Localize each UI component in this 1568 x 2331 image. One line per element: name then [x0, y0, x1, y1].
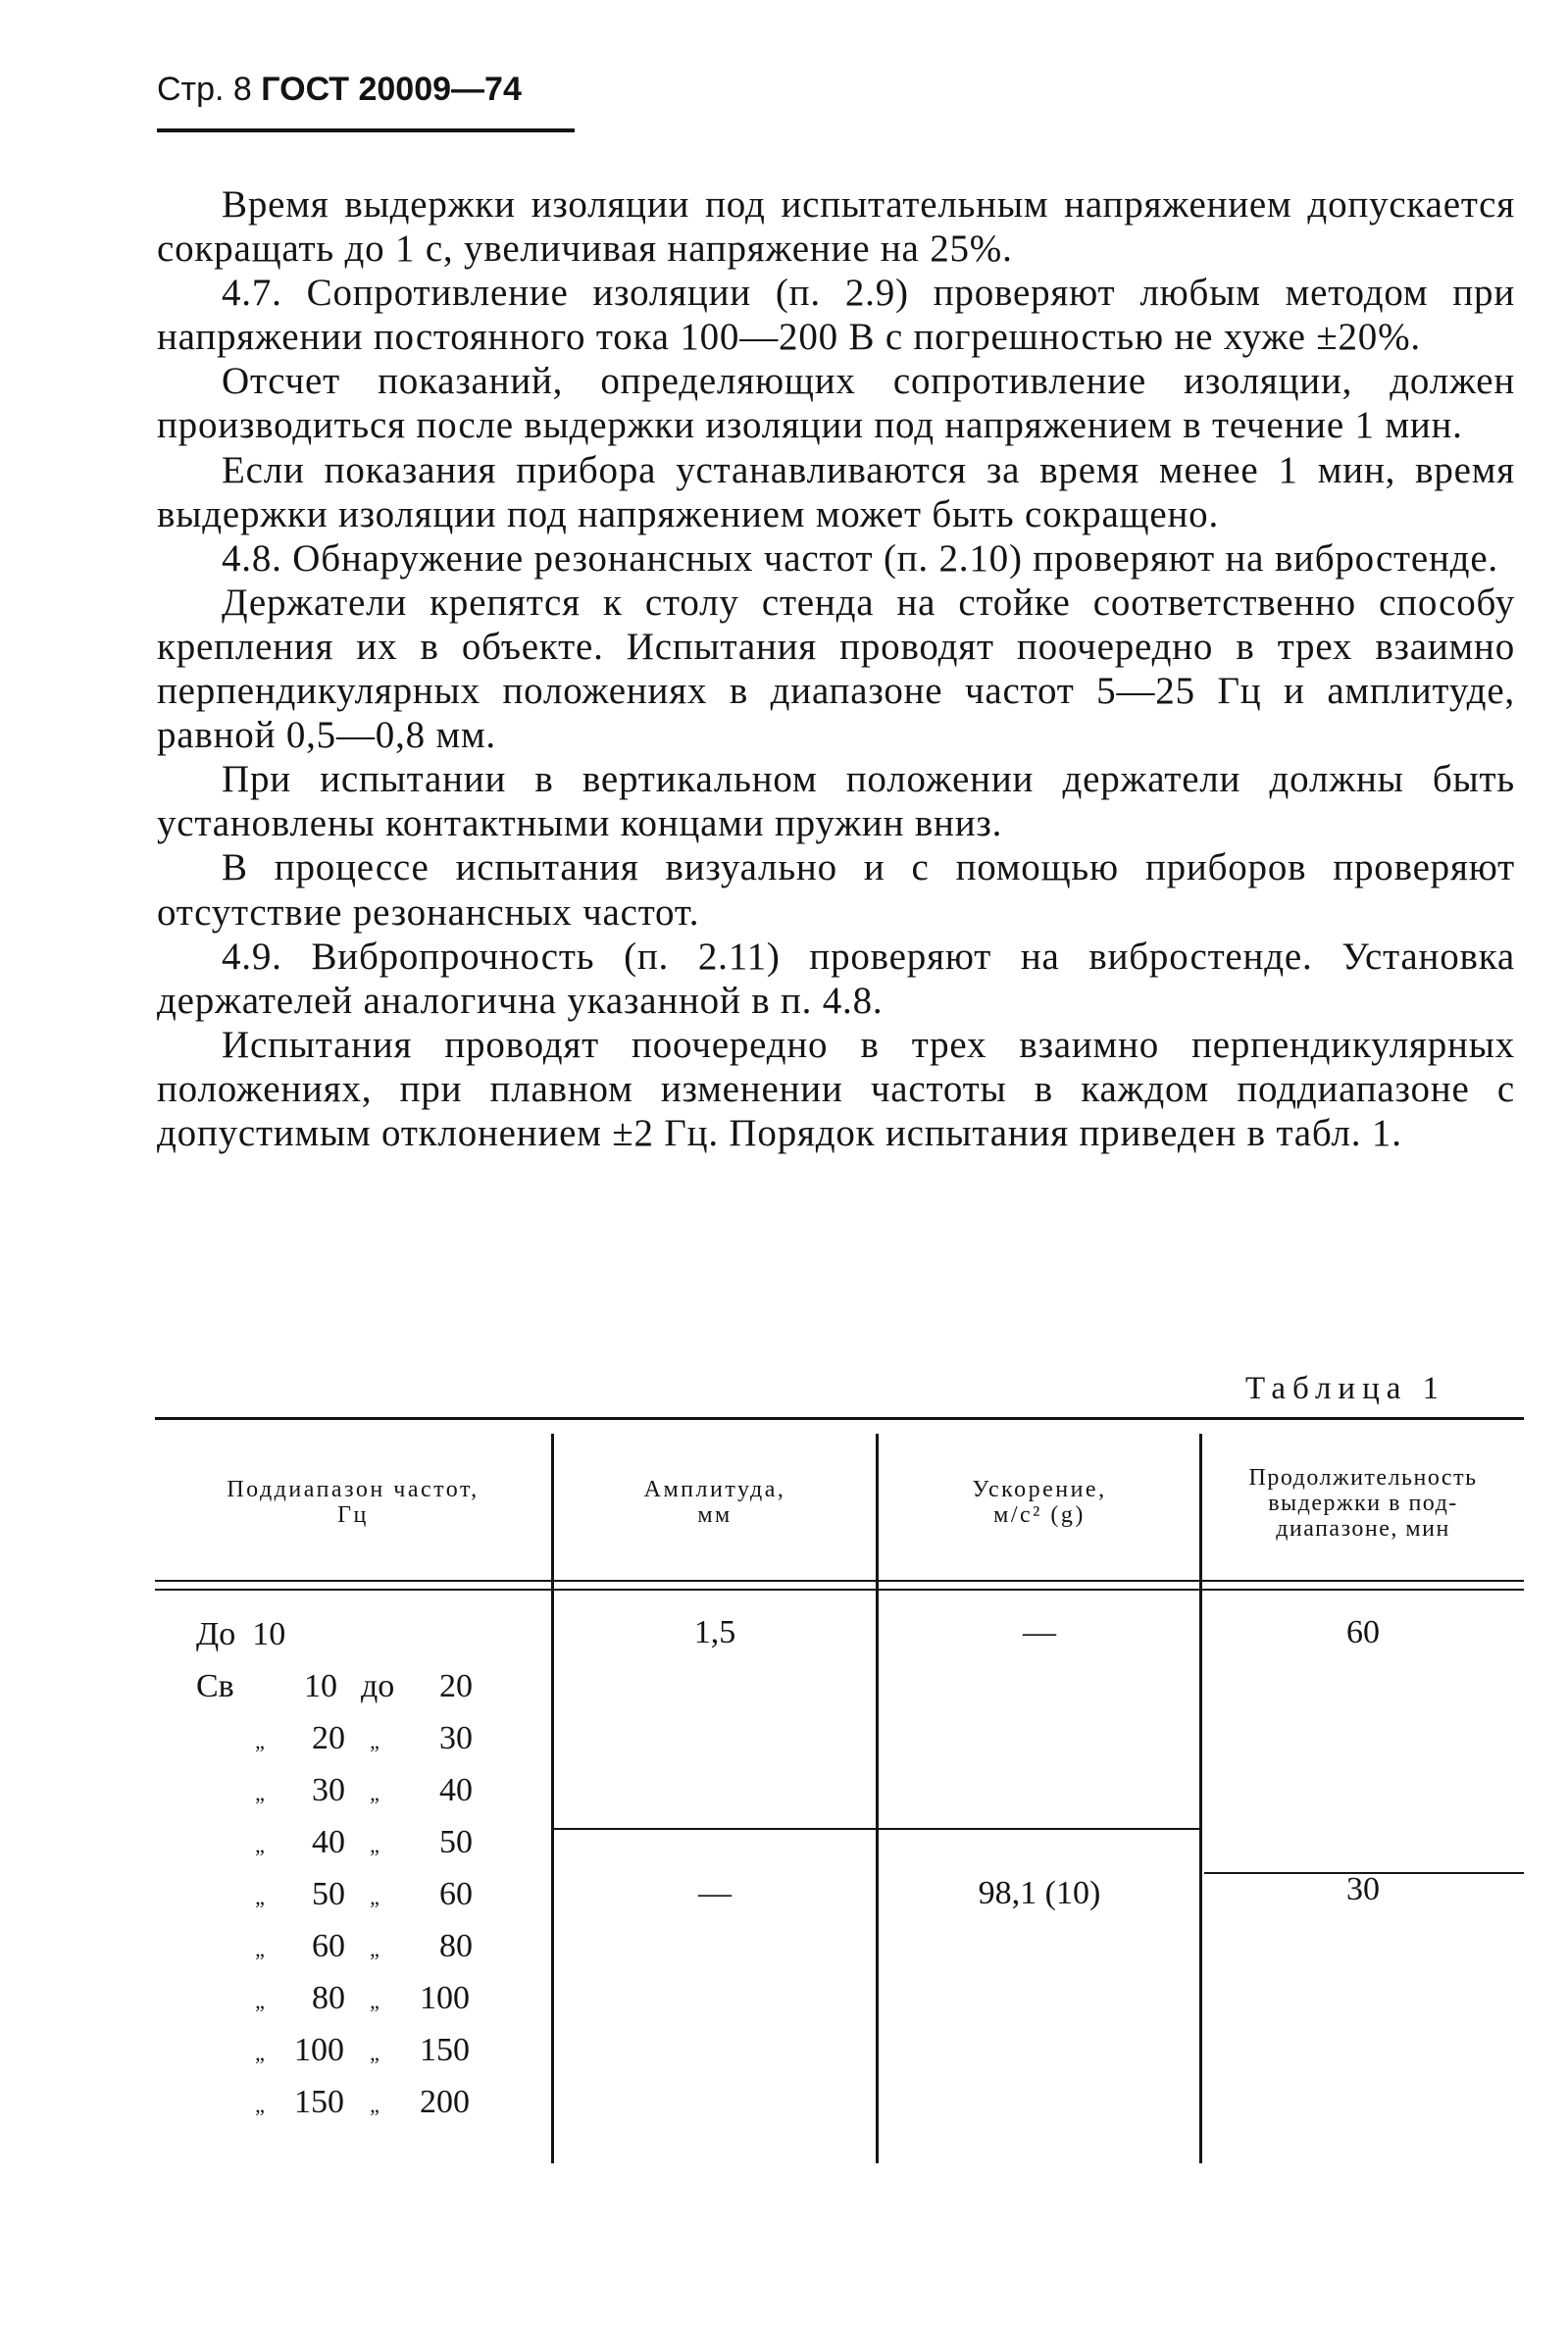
ditto-mark: „ [255, 2041, 265, 2065]
ditto-mark: „ [370, 2041, 379, 2065]
range-from: 80 [312, 1980, 345, 2016]
paragraph: Если показания прибора устанавливаются за время менее 1 мин, время выдержки изоляции под напряжением может быть сокращено. [157, 448, 1515, 535]
range-from: 30 [312, 1772, 345, 1808]
ditto-mark: „ [370, 1989, 379, 2013]
table-row [196, 1618, 285, 1651]
column-header-line: Продолжительность [1248, 1465, 1478, 1491]
column-header [555, 1477, 875, 1528]
ditto-mark: „ [255, 1833, 265, 1857]
table-row [246, 1878, 274, 1911]
range-to: 200 [420, 2084, 470, 2120]
range-sep-cell [361, 1722, 388, 1755]
range-sep-cell [361, 1982, 388, 2015]
range-from: 60 [312, 1928, 345, 1964]
range-sep: до [361, 1668, 395, 1704]
paragraph: Испытания проводят поочередно в трех взаимно перпендикулярных положениях, при плавном изменении частоты в каждом поддиапазоне с допустимым отклонением ±2 Гц. Порядок испытания приведен в табл. 1. [157, 1023, 1515, 1154]
column-header-line: Ускорение, [972, 1477, 1107, 1502]
acceleration-value: — [1023, 1614, 1056, 1650]
table-row [246, 2034, 274, 2067]
column-divider-2 [876, 1434, 879, 2163]
range-from: 40 [312, 1824, 345, 1860]
range-sep-cell [361, 1930, 388, 1963]
range-to: 100 [420, 1980, 470, 2016]
standard-number: ГОСТ 20009—74 [261, 71, 522, 108]
body-text [157, 182, 1515, 1155]
paragraph: При испытании в вертикальном положении держатели должны быть установлены контактными концами пружин вниз. [157, 758, 1515, 845]
ditto-mark: „ [255, 1937, 265, 1961]
ditto-mark: „ [370, 1937, 379, 1961]
header-text [157, 73, 522, 106]
column-divider-3 [1199, 1434, 1202, 2163]
range-sep-cell [361, 1774, 388, 1807]
ditto-mark: „ [255, 1989, 265, 2013]
range-from: 100 [294, 2032, 344, 2068]
range-from: 10 [252, 1616, 286, 1652]
header-rule [157, 128, 575, 132]
ditto-mark: „ [370, 1885, 379, 1909]
header-rule-2 [155, 1589, 1524, 1591]
range-to: 30 [439, 1720, 473, 1756]
ditto-mark: „ [255, 1781, 265, 1805]
page-number: Стр. 8 [157, 71, 252, 108]
column-header [157, 1477, 549, 1528]
range-sep-cell [361, 2086, 388, 2119]
column-header [880, 1477, 1199, 1528]
range-to: 20 [439, 1668, 473, 1704]
table-row [246, 2086, 274, 2119]
column-header-line: диапазоне, мин [1276, 1516, 1450, 1542]
column-header-line: м/с² (g) [993, 1502, 1086, 1528]
ditto-mark: „ [370, 1833, 379, 1857]
column-header-line: мм [697, 1502, 733, 1528]
paragraph: 4.8. Обнаружение резонансных частот (п. 2.10) проверяют на вибростенде. [222, 536, 1498, 580]
paragraph: Время выдержки изоляции под испытательным напряжением допускается сокращать до 1 с, увеличивая напряжение на 25%. [157, 183, 1515, 271]
table-row [246, 1982, 274, 2015]
ditto-mark: „ [370, 1729, 379, 1753]
duration-value: 30 [1346, 1871, 1380, 1907]
table-row [246, 1826, 274, 1859]
column-header-line: выдержки в под- [1268, 1491, 1458, 1516]
range-to: 150 [420, 2032, 470, 2068]
amplitude-value: 1,5 [693, 1614, 736, 1650]
amplitude-value: — [698, 1875, 732, 1911]
column-header-line: Гц [337, 1502, 369, 1528]
range-sep-cell [361, 1878, 388, 1911]
ditto-mark: „ [370, 2093, 379, 2117]
column-header [1202, 1465, 1524, 1542]
range-to: 50 [439, 1824, 473, 1860]
ditto-mark: „ [255, 1729, 265, 1753]
range-prefix: Св [196, 1668, 234, 1704]
paragraph: 4.7. Сопротивление изоляции (п. 2.9) проверяют любым методом при напряжении постоянного тока 100—200 В с погрешностью не хуже ±20%. [157, 272, 1515, 359]
paragraph: В процессе испытания визуально и с помощью приборов проверяют отсутствие резонансных частот. [157, 846, 1515, 934]
range-from: 10 [304, 1668, 337, 1704]
ditto-mark: „ [370, 1781, 379, 1805]
header-rule-1 [155, 1580, 1524, 1582]
range-sep-cell [361, 2034, 388, 2067]
paragraph: Держатели крепятся к столу стенда на стойке соответственно способу крепления их в объекте. Испытания проводят поочередно в трех взаимно перпендикулярных положениях в диапазоне частот 5—25 Гц и амплитуде, равной 0,5—0,8 мм. [157, 581, 1515, 757]
column-header-line: Поддиапазон частот, [227, 1477, 480, 1502]
table-row [246, 1774, 274, 1807]
range-prefix: До [196, 1616, 236, 1652]
acceleration-value: 98,1 (10) [978, 1875, 1101, 1911]
table-row [196, 1670, 234, 1703]
range-from: 20 [312, 1720, 345, 1756]
ditto-mark: „ [255, 2093, 265, 2117]
range-to: 60 [439, 1876, 473, 1912]
range-to: 40 [439, 1772, 473, 1808]
paragraph: 4.9. Вибропрочность (п. 2.11) проверяют на вибростенде. Установка держателей аналогична указанной в п. 4.8. [157, 935, 1515, 1022]
range-to: 80 [439, 1928, 473, 1964]
duration-value: 60 [1346, 1614, 1380, 1650]
table-top-rule [155, 1417, 1524, 1420]
column-header-line: Амплитуда, [643, 1477, 786, 1502]
ditto-mark: „ [255, 1885, 265, 1909]
range-from: 150 [294, 2084, 344, 2120]
range-from: 50 [312, 1876, 345, 1912]
range-sep-cell [361, 1826, 388, 1859]
table-title: Таблица 1 [1245, 1371, 1446, 1406]
table-row [246, 1722, 274, 1755]
paragraph: Отсчет показаний, определяющих сопротивление изоляции, должен производиться после выдержки изоляции под напряжением в течение 1 мин. [157, 360, 1515, 447]
table-row [246, 1930, 274, 1963]
column-divider-1 [551, 1434, 554, 2163]
